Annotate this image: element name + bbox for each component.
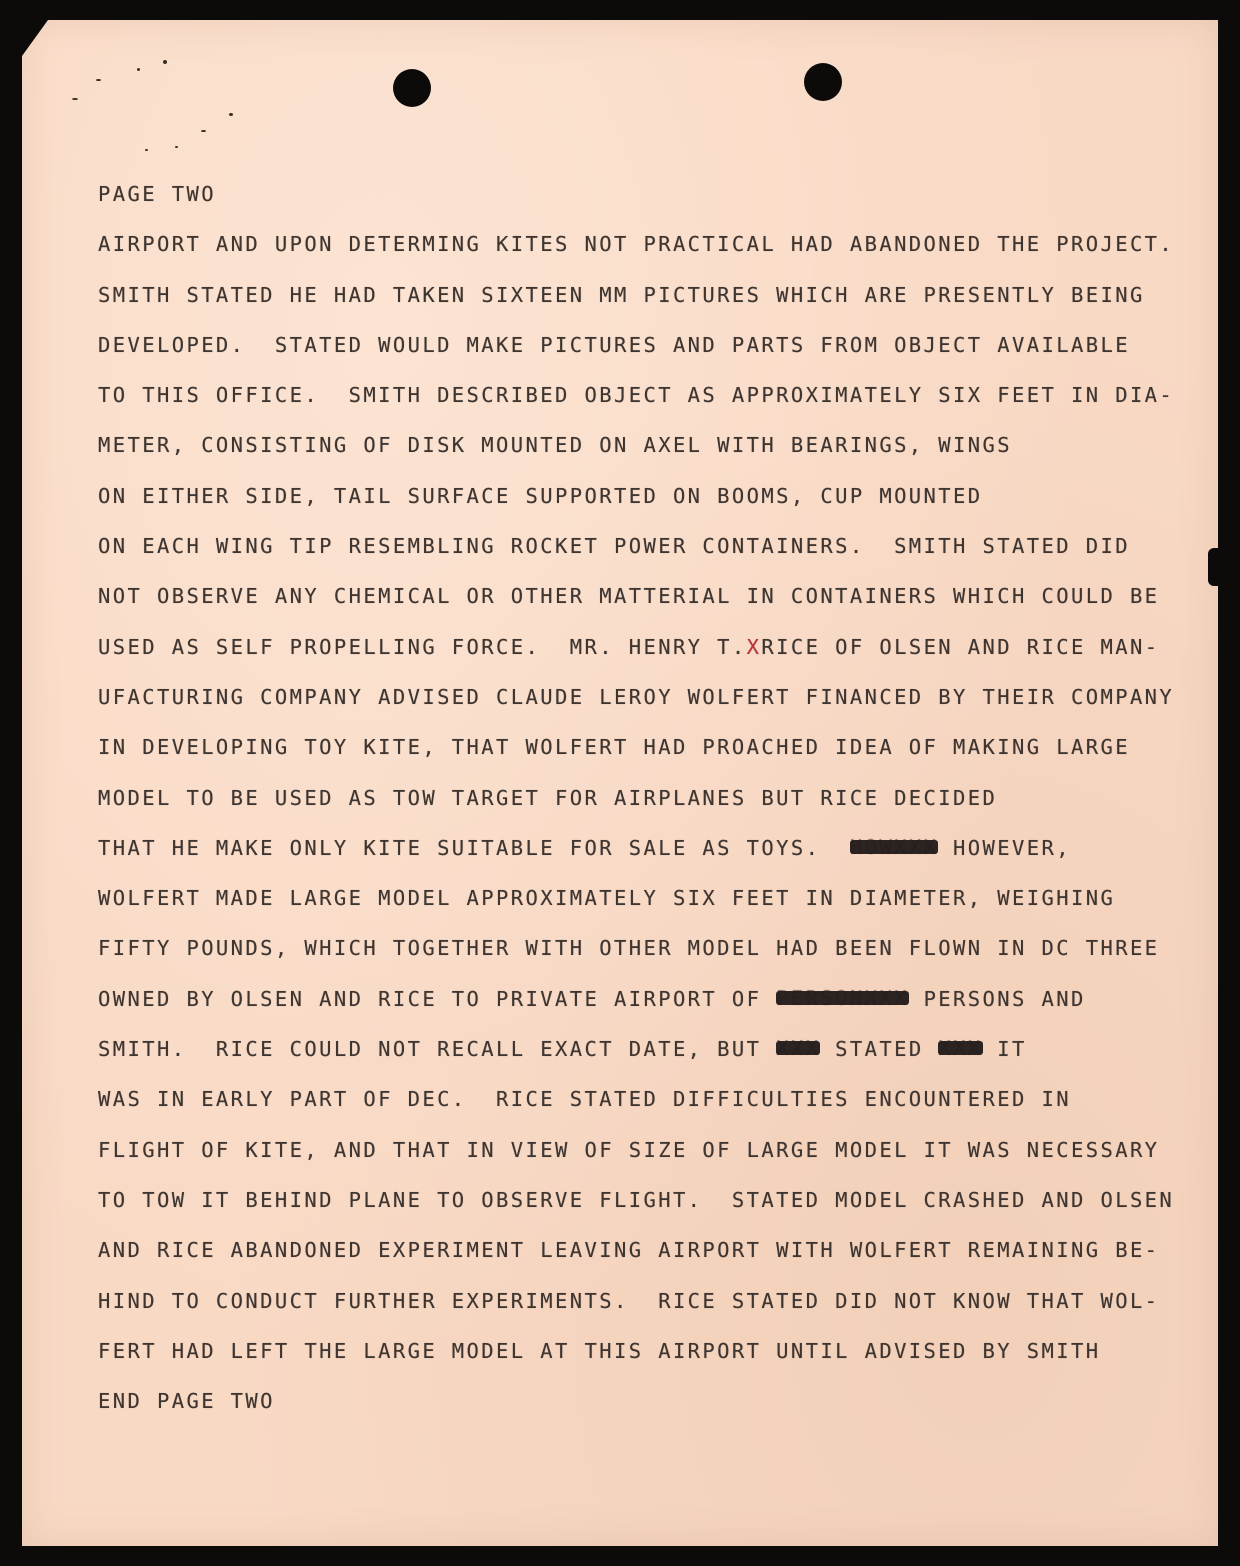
- text-segment: OWNED BY OLSEN AND RICE TO PRIVATE AIRPORT OF: [98, 986, 777, 1011]
- ink-speck: [163, 60, 167, 64]
- page-label: PAGE TWO: [98, 182, 216, 206]
- correction-mark: X: [746, 634, 762, 659]
- text-line: HIND TO CONDUCT FURTHER EXPERIMENTS. RICE STATED DID NOT KNOW THAT WOL-: [98, 1288, 1160, 1313]
- edge-clip: [1208, 548, 1222, 586]
- text-line: MODEL TO BE USED AS TOW TARGET FOR AIRPLANES BUT RICE DECIDED: [98, 785, 998, 810]
- text-line: SMITH STATED HE HAD TAKEN SIXTEEN MM PICTURES WHICH ARE PRESENTLY BEING: [98, 282, 1145, 307]
- ink-speck: [72, 98, 78, 100]
- text-line-with-redaction: [98, 832, 1198, 882]
- ink-speck: [137, 68, 140, 71]
- text-line: UFACTURING COMPANY ADVISED CLAUDE LEROY WOLFERT FINANCED BY THEIR COMPANY: [98, 684, 1175, 709]
- text-segment: STATED: [820, 1037, 939, 1062]
- text-line: WAS IN EARLY PART OF DEC. RICE STATED DIFFICULTIES ENCOUNTERED IN: [98, 1087, 1071, 1112]
- ink-speck: [145, 149, 148, 151]
- text-line: FERT HAD LEFT THE LARGE MODEL AT THIS AIRPORT UNTIL ADVISED BY SMITH: [98, 1338, 1101, 1363]
- text-line: DEVELOPED. STATED WOULD MAKE PICTURES AND PARTS FROM OBJECT AVAILABLE: [98, 332, 1130, 357]
- text-line-with-redaction: [98, 983, 1198, 1033]
- text-line: AND RICE ABANDONED EXPERIMENT LEAVING AIRPORT WITH WOLFERT REMAINING BE-: [98, 1238, 1160, 1263]
- text-line: TO THIS OFFICE. SMITH DESCRIBED OBJECT AS APPROXIMATELY SIX FEET IN DIA-: [98, 383, 1175, 408]
- text-line: FIFTY POUNDS, WHICH TOGETHER WITH OTHER MODEL HAD BEEN FLOWN IN DC THREE: [98, 936, 1160, 961]
- text-segment: USED AS SELF PROPELLING FORCE. MR. HENRY T.: [98, 634, 747, 659]
- text-line: ON EITHER SIDE, TAIL SURFACE SUPPORTED ON BOOMS, CUP MOUNTED: [98, 483, 983, 508]
- punch-hole-left: [393, 69, 431, 107]
- ink-speck: [96, 79, 101, 81]
- ink-speck: [175, 146, 178, 148]
- text-line: ON EACH WING TIP RESEMBLING ROCKET POWER CONTAINERS. SMITH STATED DID: [98, 534, 1130, 559]
- torn-corner: [22, 20, 48, 56]
- text-segment: HOWEVER,: [938, 835, 1071, 860]
- text-line: AIRPORT AND UPON DETERMING KITES NOT PRACTICAL HAD ABANDONED THE PROJECT.: [98, 232, 1175, 257]
- struck-out-text: XXX: [938, 1036, 983, 1061]
- struck-out-text: HOWXXX: [849, 834, 939, 859]
- punch-hole-right: [804, 63, 842, 101]
- end-label: END PAGE TWO: [98, 1389, 275, 1414]
- text-segment: PERSONS AND: [908, 986, 1086, 1011]
- struck-out-text: XXX: [776, 1036, 821, 1061]
- text-line-with-correction: [98, 631, 1198, 681]
- text-line: WOLFERT MADE LARGE MODEL APPROXIMATELY SIX FEET IN DIAMETER, WEIGHING: [98, 886, 1116, 911]
- text-segment: RICE OF OLSEN AND RICE MAN-: [761, 634, 1160, 659]
- text-line: NOT OBSERVE ANY CHEMICAL OR OTHER MATTERIAL IN CONTAINERS WHICH COULD BE: [98, 584, 1160, 609]
- typed-text-body: [98, 178, 1198, 1435]
- text-segment: THAT HE MAKE ONLY KITE SUITABLE FOR SALE AS TOYS.: [98, 835, 850, 860]
- ink-speck: [201, 130, 206, 132]
- text-line: TO TOW IT BEHIND PLANE TO OBSERVE FLIGHT. STATED MODEL CRASHED AND OLSEN: [98, 1187, 1175, 1212]
- ink-speck: [229, 113, 233, 116]
- text-segment: SMITH. RICE COULD NOT RECALL EXACT DATE, BUT: [98, 1037, 777, 1062]
- text-line-with-redaction: [98, 1033, 1198, 1083]
- text-line: METER, CONSISTING OF DISK MOUNTED ON AXEL WITH BEARINGS, WINGS: [98, 433, 1013, 458]
- text-line: FLIGHT OF KITE, AND THAT IN VIEW OF SIZE OF LARGE MODEL IT WAS NECESSARY: [98, 1137, 1160, 1162]
- text-segment: IT: [982, 1037, 1027, 1062]
- struck-out-text: PERSONXXX: [776, 985, 909, 1010]
- text-line: IN DEVELOPING TOY KITE, THAT WOLFERT HAD PROACHED IDEA OF MAKING LARGE: [98, 735, 1130, 760]
